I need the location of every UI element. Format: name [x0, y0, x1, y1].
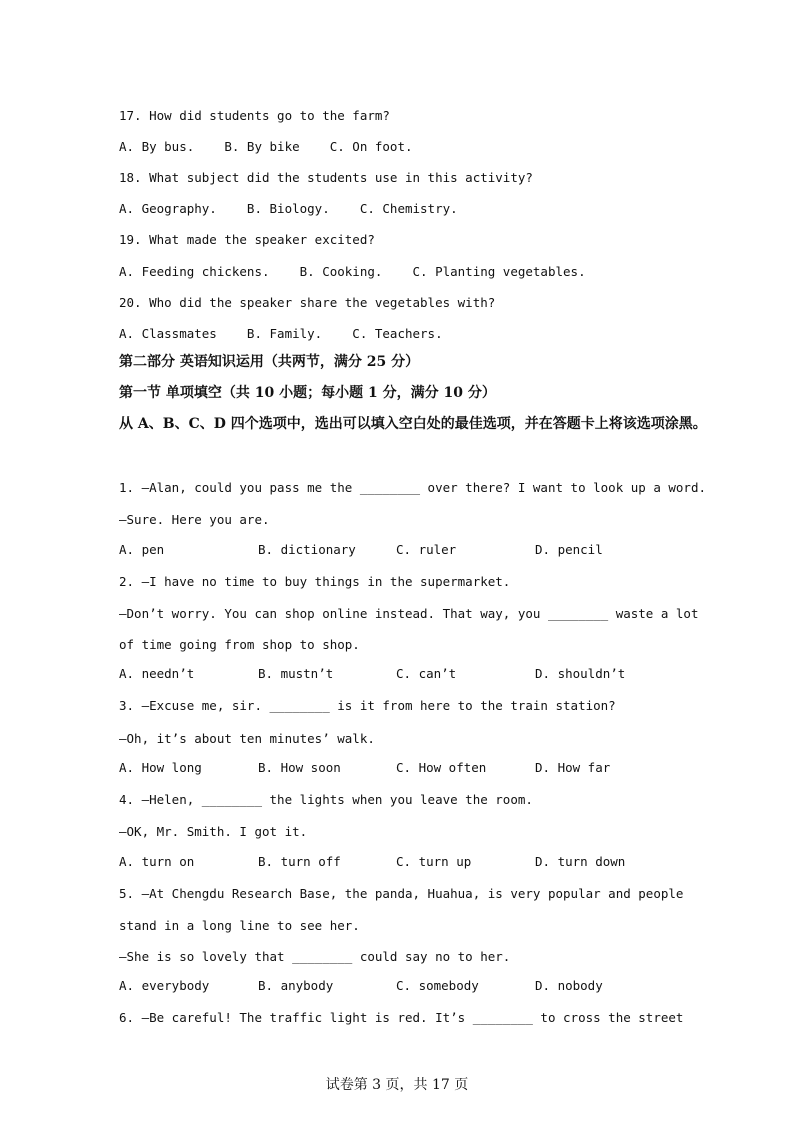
option-b: B. anybody [258, 978, 334, 993]
options-17: A. By bus. B. By bike C. On foot. [119, 139, 413, 154]
question-2-options [119, 666, 679, 682]
options-20: A. Classmates B. Family. C. Teachers. [119, 326, 443, 341]
option-c: C. can’t [396, 666, 457, 681]
option-a: A. everybody [119, 978, 210, 993]
option-c: C. somebody [396, 978, 479, 993]
question-5-line-3: —She is so lovely that ________ could say no to her. [119, 949, 511, 964]
options-18: A. Geography. B. Biology. C. Chemistry. [119, 201, 458, 216]
option-d: D. How far [535, 760, 611, 775]
option-a: A. needn’t [119, 666, 195, 681]
question-1-line-1: 1. —Alan, could you pass me the ________ over there? I want to look up a word. [119, 480, 706, 495]
option-a: A. How long [119, 760, 202, 775]
question-6-line-1: 6. —Be careful! The traffic light is red. It’s ________ to cross the street [119, 1010, 684, 1025]
question-4-options [119, 854, 679, 870]
option-d: D. shouldn’t [535, 666, 626, 681]
page-footer: 试卷第 3 页，共 17 页 [325, 1077, 469, 1093]
question-5-options [119, 978, 679, 994]
option-b: B. How soon [258, 760, 341, 775]
option-c: C. How often [396, 760, 487, 775]
question-19: 19. What made the speaker excited? [119, 232, 375, 247]
option-a: A. turn on [119, 854, 195, 869]
option-b: B. dictionary [258, 542, 356, 557]
question-1-line-2: —Sure. Here you are. [119, 512, 270, 527]
question-18: 18. What subject did the students use in this activity? [119, 170, 533, 185]
question-1-options [119, 542, 679, 558]
question-5-line-1: 5. —At Chengdu Research Base, the panda, Huahua, is very popular and people [119, 886, 684, 901]
section1-instruction: 从 A、B、C、D 四个选项中，选出可以填入空白处的最佳选项，并在答题卡上将该选项涂黑。 [119, 416, 707, 432]
question-2-line-2: —Don’t worry. You can shop online instead. That way, you ________ waste a lot [119, 606, 699, 621]
option-d: D. pencil [535, 542, 603, 557]
question-20: 20. Who did the speaker share the vegetables with? [119, 295, 496, 310]
question-3-options [119, 760, 679, 776]
question-4-line-1: 4. —Helen, ________ the lights when you leave the room. [119, 792, 533, 807]
question-2-line-1: 2. —I have no time to buy things in the supermarket. [119, 574, 511, 589]
option-c: C. turn up [396, 854, 472, 869]
option-c: C. ruler [396, 542, 457, 557]
question-17: 17. How did students go to the farm? [119, 108, 390, 123]
question-4-line-2: —OK, Mr. Smith. I got it. [119, 824, 308, 839]
option-a: A. pen [119, 542, 165, 557]
part2-heading: 第二部分 英语知识运用（共两节，满分 25 分） [119, 354, 420, 370]
option-b: B. mustn’t [258, 666, 334, 681]
option-b: B. turn off [258, 854, 341, 869]
options-19: A. Feeding chickens. B. Cooking. C. Planting vegetables. [119, 264, 586, 279]
question-2-line-3: of time going from shop to shop. [119, 637, 360, 652]
question-3-line-1: 3. —Excuse me, sir. ________ is it from here to the train station? [119, 698, 616, 713]
option-d: D. turn down [535, 854, 626, 869]
question-5-line-2: stand in a long line to see her. [119, 918, 360, 933]
question-3-line-2: —Oh, it’s about ten minutes’ walk. [119, 731, 375, 746]
option-d: D. nobody [535, 978, 603, 993]
section1-heading: 第一节 单项填空（共 10 小题；每小题 1 分，满分 10 分） [119, 385, 496, 401]
